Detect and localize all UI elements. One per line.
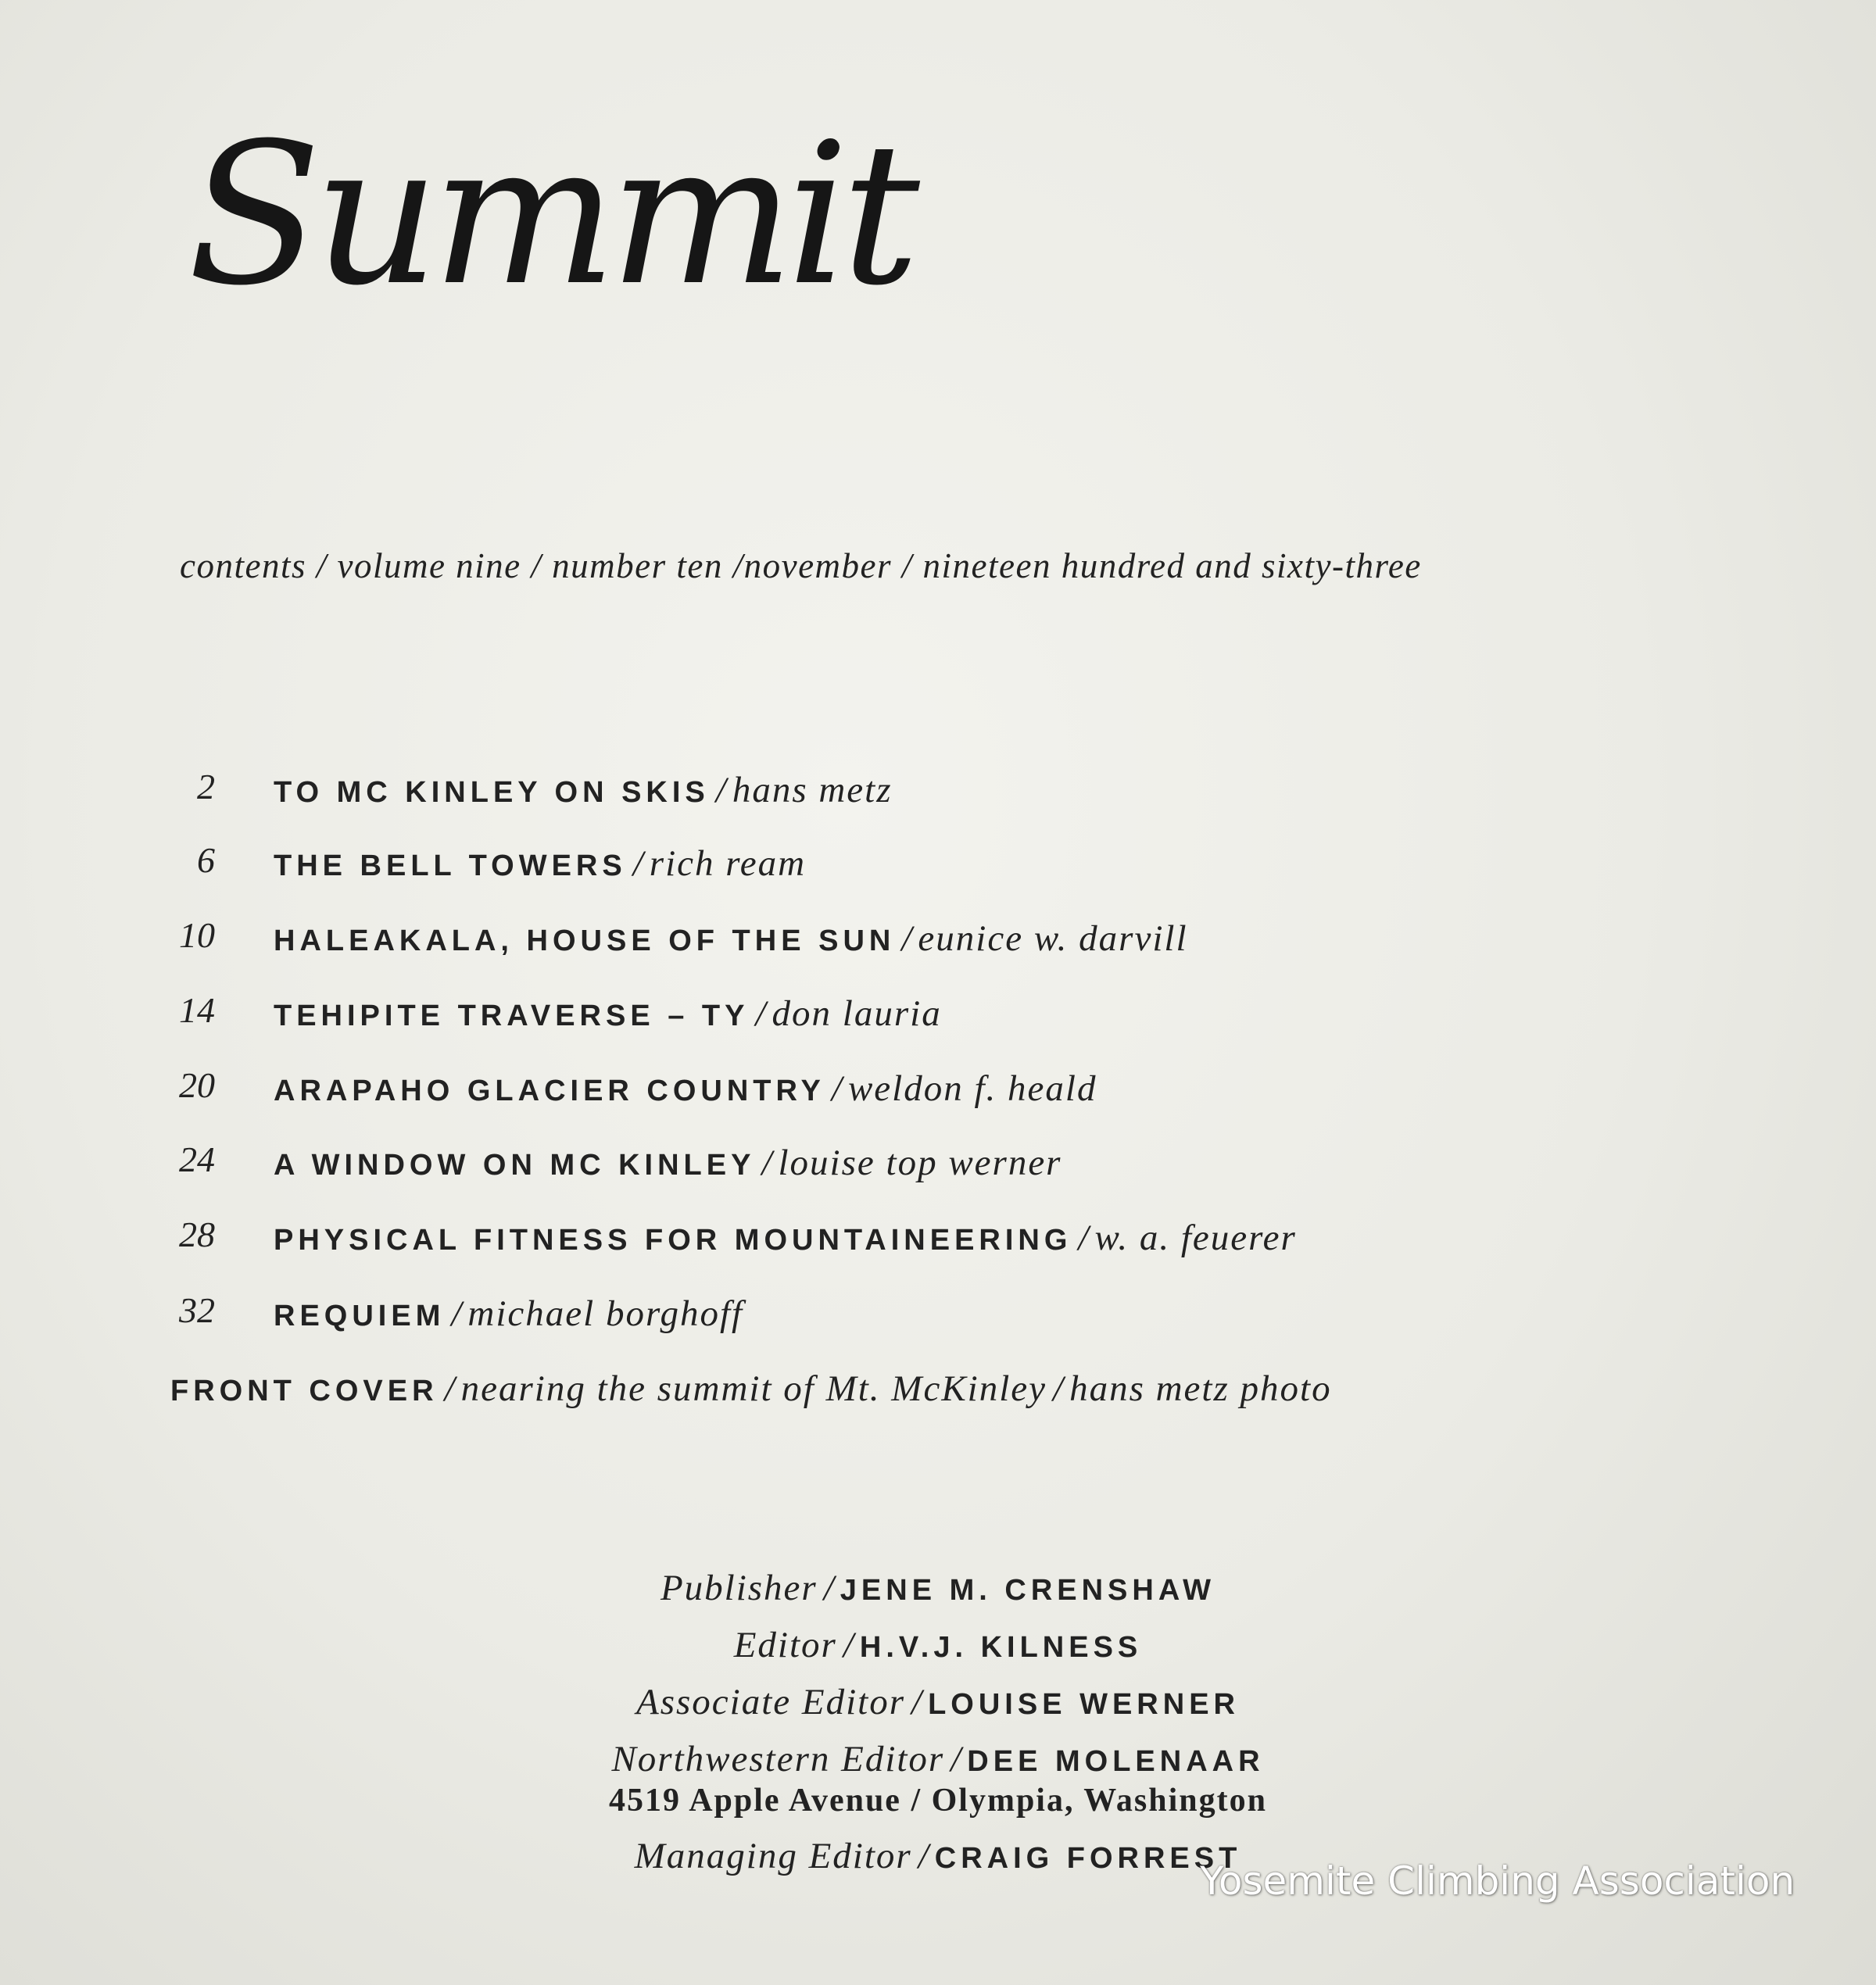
staff-name: DEE MOLENAAR: [967, 1745, 1265, 1778]
toc-page-number: 2: [197, 767, 215, 807]
toc-author: michael borghoff: [467, 1293, 744, 1334]
toc-page-number: 14: [179, 990, 215, 1030]
staff-role: Publisher: [660, 1568, 818, 1608]
front-cover-photo-credit: hans metz photo: [1069, 1368, 1332, 1409]
staff-line: Managing Editor / CRAIG FORREST: [634, 1836, 1242, 1876]
toc-entry: 24 A WINDOW ON MC KINLEY / louise top werner: [179, 1139, 1062, 1183]
watermark: Yosemite Climbing Association: [1200, 1858, 1795, 1904]
toc-author: hans metz: [732, 770, 893, 810]
toc-title: PHYSICAL FITNESS FOR MOUNTAINEERING: [274, 1224, 1072, 1257]
front-cover-credit: FRONT COVER / nearing the summit of Mt. McKinley / hans metz photo: [170, 1368, 1332, 1409]
toc-author: louise top werner: [778, 1143, 1062, 1183]
staff-role: Northwestern Editor: [611, 1739, 945, 1779]
toc-page-number: 6: [197, 840, 215, 880]
toc-entry: 20 ARAPAHO GLACIER COUNTRY / weldon f. heald: [179, 1065, 1097, 1109]
staff-name: CRAIG FORREST: [934, 1842, 1242, 1875]
toc-title: HALEAKALA, HOUSE OF THE SUN: [274, 925, 896, 957]
toc-title: A WINDOW ON MC KINLEY: [274, 1149, 756, 1182]
toc-author: weldon f. heald: [847, 1068, 1097, 1109]
toc-title: REQUIEM: [274, 1300, 446, 1332]
staff-role: Editor: [733, 1625, 837, 1665]
staff-line: Northwestern Editor / DEE MOLENAAR: [611, 1739, 1265, 1779]
staff-role: Associate Editor: [636, 1682, 906, 1722]
toc-entry: 2 TO MC KINLEY ON SKIS / hans metz: [197, 767, 893, 810]
staff-line: Associate Editor / LOUISE WERNER: [636, 1682, 1240, 1722]
toc-title: TEHIPITE TRAVERSE – TY: [274, 1000, 750, 1032]
staff-role: Managing Editor: [634, 1836, 912, 1876]
toc-title: THE BELL TOWERS: [274, 849, 627, 882]
toc-author: eunice w. darvill: [918, 918, 1188, 959]
toc-entry: 28 PHYSICAL FITNESS FOR MOUNTAINEERING / w. a. feuerer: [179, 1214, 1297, 1258]
toc-entry: 10 HALEAKALA, HOUSE OF THE SUN / eunice w. darvill: [179, 915, 1188, 959]
staff-name: JENE M. CRENSHAW: [840, 1574, 1216, 1607]
toc-entry: 14 TEHIPITE TRAVERSE – TY / don lauria: [179, 990, 942, 1034]
toc-page-number: 28: [179, 1214, 215, 1254]
staff-name: H.V.J. KILNESS: [859, 1631, 1143, 1664]
magazine-masthead: Summit: [188, 101, 912, 328]
toc-page-number: 20: [179, 1065, 215, 1105]
toc-page-number: 32: [179, 1290, 215, 1330]
front-cover-description: nearing the summit of Mt. McKinley: [460, 1368, 1047, 1409]
toc-author: w. a. feuerer: [1094, 1218, 1297, 1258]
toc-entry: 6 THE BELL TOWERS / rich ream: [197, 840, 807, 884]
toc-entry: 32 REQUIEM / michael borghoff: [179, 1290, 744, 1334]
toc-title: TO MC KINLEY ON SKIS: [274, 776, 710, 809]
toc-author: don lauria: [772, 993, 942, 1034]
staff-line: Publisher / JENE M. CRENSHAW: [660, 1568, 1216, 1608]
toc-page-number: 10: [179, 915, 215, 955]
staff-address: [0, 1782, 1876, 1819]
staff-name: LOUISE WERNER: [928, 1688, 1240, 1721]
toc-author: rich ream: [649, 843, 807, 884]
address-text: 4519 Apple Avenue / Olympia, Washington: [609, 1783, 1267, 1819]
staff-line: Editor / H.V.J. KILNESS: [733, 1625, 1143, 1665]
toc-title: ARAPAHO GLACIER COUNTRY: [274, 1075, 825, 1107]
front-cover-label: FRONT COVER: [170, 1375, 439, 1407]
issue-line: contents / volume nine / number ten /november / nineteen hundred and sixty-three: [180, 546, 1422, 585]
toc-page-number: 24: [179, 1139, 215, 1179]
